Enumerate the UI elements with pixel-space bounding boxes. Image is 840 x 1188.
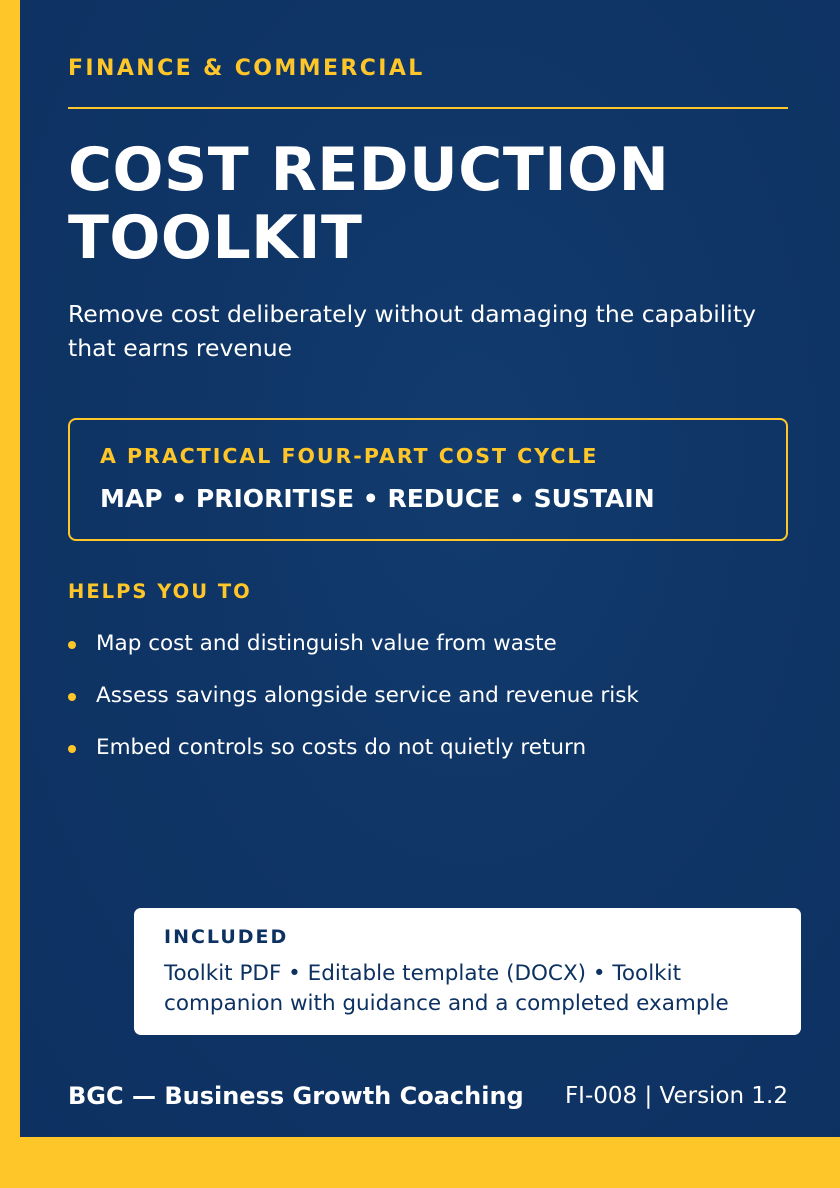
bullet-icon <box>68 641 76 649</box>
page-title: COST REDUCTION TOOLKIT <box>68 135 670 273</box>
list-item-text: Map cost and distinguish value from waste <box>96 631 557 656</box>
list-item-text: Assess savings alongside service and revenue risk <box>96 683 639 708</box>
footer-version: FI-008 | Version 1.2 <box>564 1083 788 1109</box>
cost-cycle-box <box>68 418 788 541</box>
list-item <box>68 626 639 678</box>
list-item-text: Embed controls so costs do not quietly return <box>96 735 587 760</box>
list-item <box>68 678 639 730</box>
included-label: INCLUDED <box>164 926 289 948</box>
included-text: Toolkit PDF • Editable template (DOCX) • Toolkit companion with guidance and a completed example <box>164 961 729 1016</box>
included-card <box>134 908 801 1035</box>
helps-heading: HELPS YOU TO <box>68 580 252 603</box>
bullet-icon <box>68 693 76 701</box>
category-label: FINANCE & COMMERCIAL <box>68 56 425 81</box>
cost-cycle-steps: MAP • PRIORITISE • REDUCE • SUSTAIN <box>100 484 655 513</box>
cost-cycle-label: A PRACTICAL FOUR-PART COST CYCLE <box>100 444 599 468</box>
list-item <box>68 730 639 782</box>
header-divider <box>68 107 788 109</box>
bullet-icon <box>68 745 76 753</box>
cover-panel <box>20 0 840 1137</box>
footer-brand: BGC — Business Growth Coaching <box>68 1082 524 1110</box>
page-subtitle: Remove cost deliberately without damaging the capability that earns revenue <box>68 300 756 362</box>
benefits-list <box>68 626 639 782</box>
